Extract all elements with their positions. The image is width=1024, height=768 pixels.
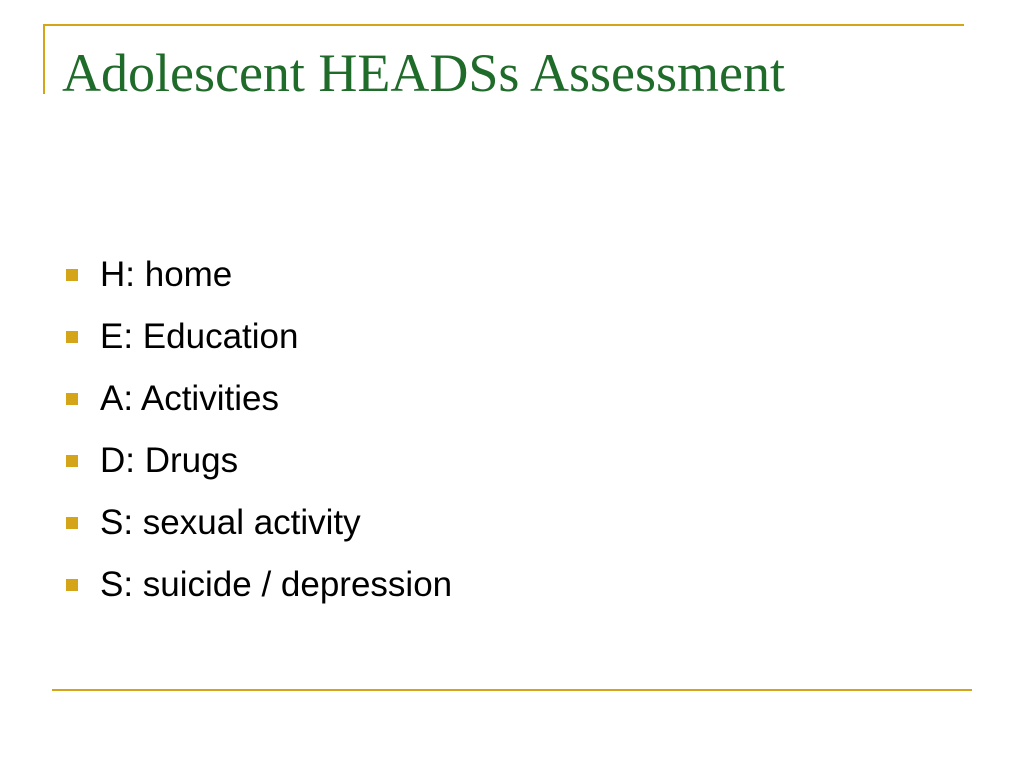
slide-title: Adolescent HEADSs Assessment <box>62 43 785 103</box>
top-border-line <box>43 24 964 26</box>
bullet-item-drugs <box>62 430 452 492</box>
bullet-item-sexual-activity <box>62 492 452 554</box>
square-bullet-icon <box>66 455 78 467</box>
square-bullet-icon <box>66 331 78 343</box>
bullet-item-activities <box>62 368 452 430</box>
square-bullet-icon <box>66 517 78 529</box>
square-bullet-icon <box>66 269 78 281</box>
bullet-item-suicide-depression <box>62 554 452 616</box>
bullet-text: E: Education <box>100 317 299 356</box>
bullet-list <box>62 244 452 616</box>
square-bullet-icon <box>66 579 78 591</box>
bullet-text: A: Activities <box>100 379 279 418</box>
bottom-divider-line <box>52 689 972 691</box>
bullet-text: D: Drugs <box>100 441 239 480</box>
bullet-text: S: suicide / depression <box>100 565 453 604</box>
square-bullet-icon <box>66 393 78 405</box>
bullet-item-education <box>62 306 452 368</box>
bullet-item-home <box>62 244 452 306</box>
bullet-text: H: home <box>100 255 233 294</box>
left-border-line <box>43 24 45 94</box>
bullet-text: S: sexual activity <box>100 503 361 542</box>
